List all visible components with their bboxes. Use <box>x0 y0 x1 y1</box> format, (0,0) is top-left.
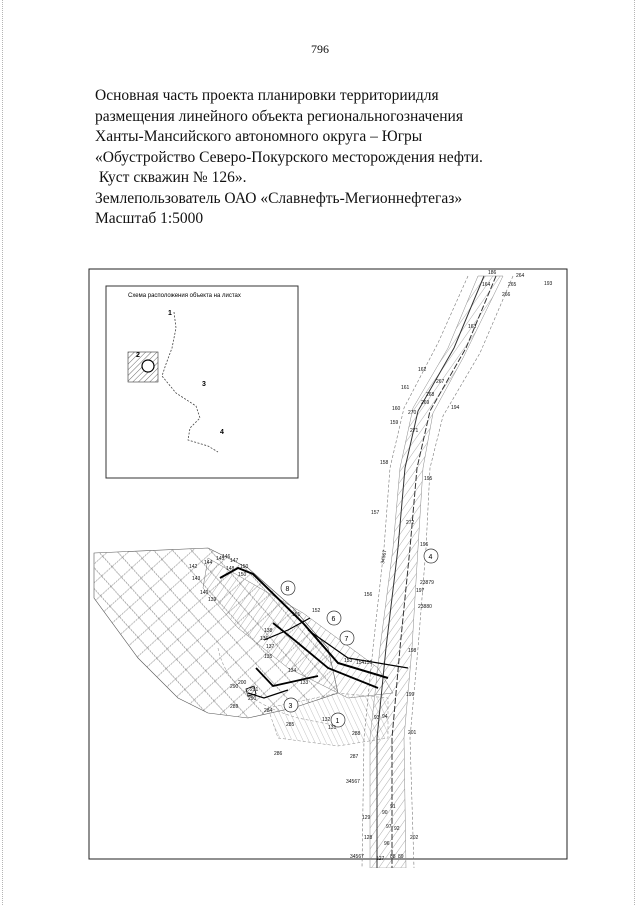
point-label: 288 <box>352 731 361 737</box>
point-label: 156 <box>364 592 373 598</box>
point-label: 94 <box>382 714 388 720</box>
point-label: 34567 <box>380 549 389 565</box>
point-label: 128 <box>364 835 373 841</box>
point-label: 270 <box>408 410 417 416</box>
point-label: 146 <box>222 554 231 560</box>
point-label: 164 <box>482 282 491 288</box>
point-label: 154 <box>356 660 365 666</box>
inset-pad-marker <box>142 360 154 372</box>
sheet-marker <box>327 611 341 625</box>
point-label: 143 <box>192 576 201 582</box>
sheet-marker <box>340 631 354 645</box>
point-label: 91 <box>390 804 396 810</box>
point-label: 145 <box>216 556 225 562</box>
inset-sheet-label: 1 <box>168 310 172 317</box>
point-label: 162 <box>418 367 427 373</box>
point-label: 157 <box>371 510 380 516</box>
inset-sheet-label: 4 <box>220 429 224 436</box>
inset-sheet-label: 3 <box>202 381 206 388</box>
title-line: Основная часть проекта планировки территориидля <box>95 87 439 104</box>
point-label: 265 <box>508 282 517 288</box>
point-label: 150 <box>238 572 247 578</box>
point-label: 147 <box>230 558 239 564</box>
point-label: 290 <box>248 696 257 702</box>
point-label: 272 <box>406 520 415 526</box>
point-label: 186 <box>488 270 497 276</box>
sheet-marker-label: 4 <box>428 554 433 561</box>
point-label: 290 <box>230 684 239 690</box>
point-label: 196 <box>420 542 429 548</box>
point-label: 194 <box>451 405 460 411</box>
point-label: 93 <box>374 715 380 721</box>
sheet-marker-label: 1 <box>335 718 340 725</box>
point-label: 90 <box>382 810 388 816</box>
page-number: 796 <box>311 42 329 56</box>
sheet-marker <box>284 698 298 712</box>
point-label: 131 <box>328 725 337 731</box>
point-label: 136 <box>260 636 269 642</box>
point-label: 142 <box>189 564 198 570</box>
point-label: 285 <box>286 722 295 728</box>
point-label: 153 <box>344 658 353 664</box>
point-label: 193 <box>544 281 553 287</box>
point-label: 89 <box>398 854 404 860</box>
point-label: 127 <box>376 856 385 862</box>
point-label: 96 <box>384 841 390 847</box>
point-label: 264 <box>516 273 525 279</box>
right-margin-line <box>634 0 635 905</box>
sheet-marker-label: 6 <box>331 616 336 623</box>
point-label: 161 <box>401 385 410 391</box>
point-label: 289 <box>230 704 239 710</box>
point-label: 199 <box>406 692 415 698</box>
point-label: 135 <box>264 654 273 660</box>
road-edge-right <box>410 276 513 868</box>
point-label: 266 <box>502 292 511 298</box>
title-line: Куст скважин № 126». <box>95 169 247 186</box>
point-label: 286 <box>274 751 283 757</box>
point-label: 144 <box>204 560 213 566</box>
sheet-marker-label: 8 <box>285 586 290 593</box>
document-title <box>95 86 545 230</box>
point-label: 284 <box>264 708 273 714</box>
point-label: 291 <box>250 687 259 693</box>
title-line: размещения линейного объекта региональногозначения <box>95 107 463 125</box>
point-label: 137 <box>266 644 275 650</box>
sheet-marker-label: 3 <box>288 703 293 710</box>
title-line: Землепользователь ОАО «Славнефть-Мегионнефтегаз» <box>95 189 463 207</box>
title-line: Масштаб 1:5000 <box>95 210 204 227</box>
point-label: 287 <box>350 754 359 760</box>
point-label: 138 <box>264 628 273 634</box>
sheet-marker <box>424 549 438 563</box>
point-label: 271 <box>410 428 419 434</box>
point-label: 139 <box>208 597 217 603</box>
title-line: «Обустройство Северо-Покурского месторождения нефти. <box>95 148 483 166</box>
road-corridor-band <box>370 276 503 868</box>
point-label: 155 <box>364 660 373 666</box>
point-label: 151 <box>292 612 301 618</box>
inset-sheet-label: 2 <box>136 352 140 359</box>
point-label: 23880 <box>418 604 432 610</box>
point-label: 159 <box>390 420 399 426</box>
point-label: 195 <box>424 476 433 482</box>
point-label: 148 <box>226 566 235 572</box>
point-label: 152 <box>312 608 321 614</box>
point-label: 134 <box>288 668 297 674</box>
point-label: 197 <box>416 588 425 594</box>
point-label: 202 <box>410 835 419 841</box>
point-label: 88 <box>390 854 396 860</box>
inset-scheme <box>106 286 298 478</box>
point-label: 150 <box>240 564 249 570</box>
point-label: 267 <box>436 379 445 385</box>
point-label: 34567 <box>350 854 364 860</box>
point-label: 269 <box>421 400 430 406</box>
title-line: Ханты-Мансийского автономного округа – Югры <box>95 128 423 145</box>
planning-map <box>88 268 568 868</box>
point-label: 97 <box>386 824 392 830</box>
inset-title: Схема расположения объекта на листах <box>128 293 241 299</box>
point-label: 34567 <box>346 779 360 785</box>
point-label: 23879 <box>420 580 434 586</box>
point-label: 198 <box>408 648 417 654</box>
point-label: 92 <box>394 826 400 832</box>
point-label: 129 <box>362 815 371 821</box>
point-label: 201 <box>408 730 417 736</box>
point-label: 132 <box>322 717 331 723</box>
point-label: 160 <box>392 406 401 412</box>
sheet-marker-label: 7 <box>344 636 349 643</box>
point-label: 163 <box>468 324 477 330</box>
left-margin-line <box>2 0 3 905</box>
point-label: 268 <box>426 392 435 398</box>
point-label: 140 <box>200 590 209 596</box>
point-label: 133 <box>300 680 309 686</box>
point-label: 200 <box>238 680 247 686</box>
sheet-marker <box>281 581 295 595</box>
point-label: 158 <box>380 460 389 466</box>
